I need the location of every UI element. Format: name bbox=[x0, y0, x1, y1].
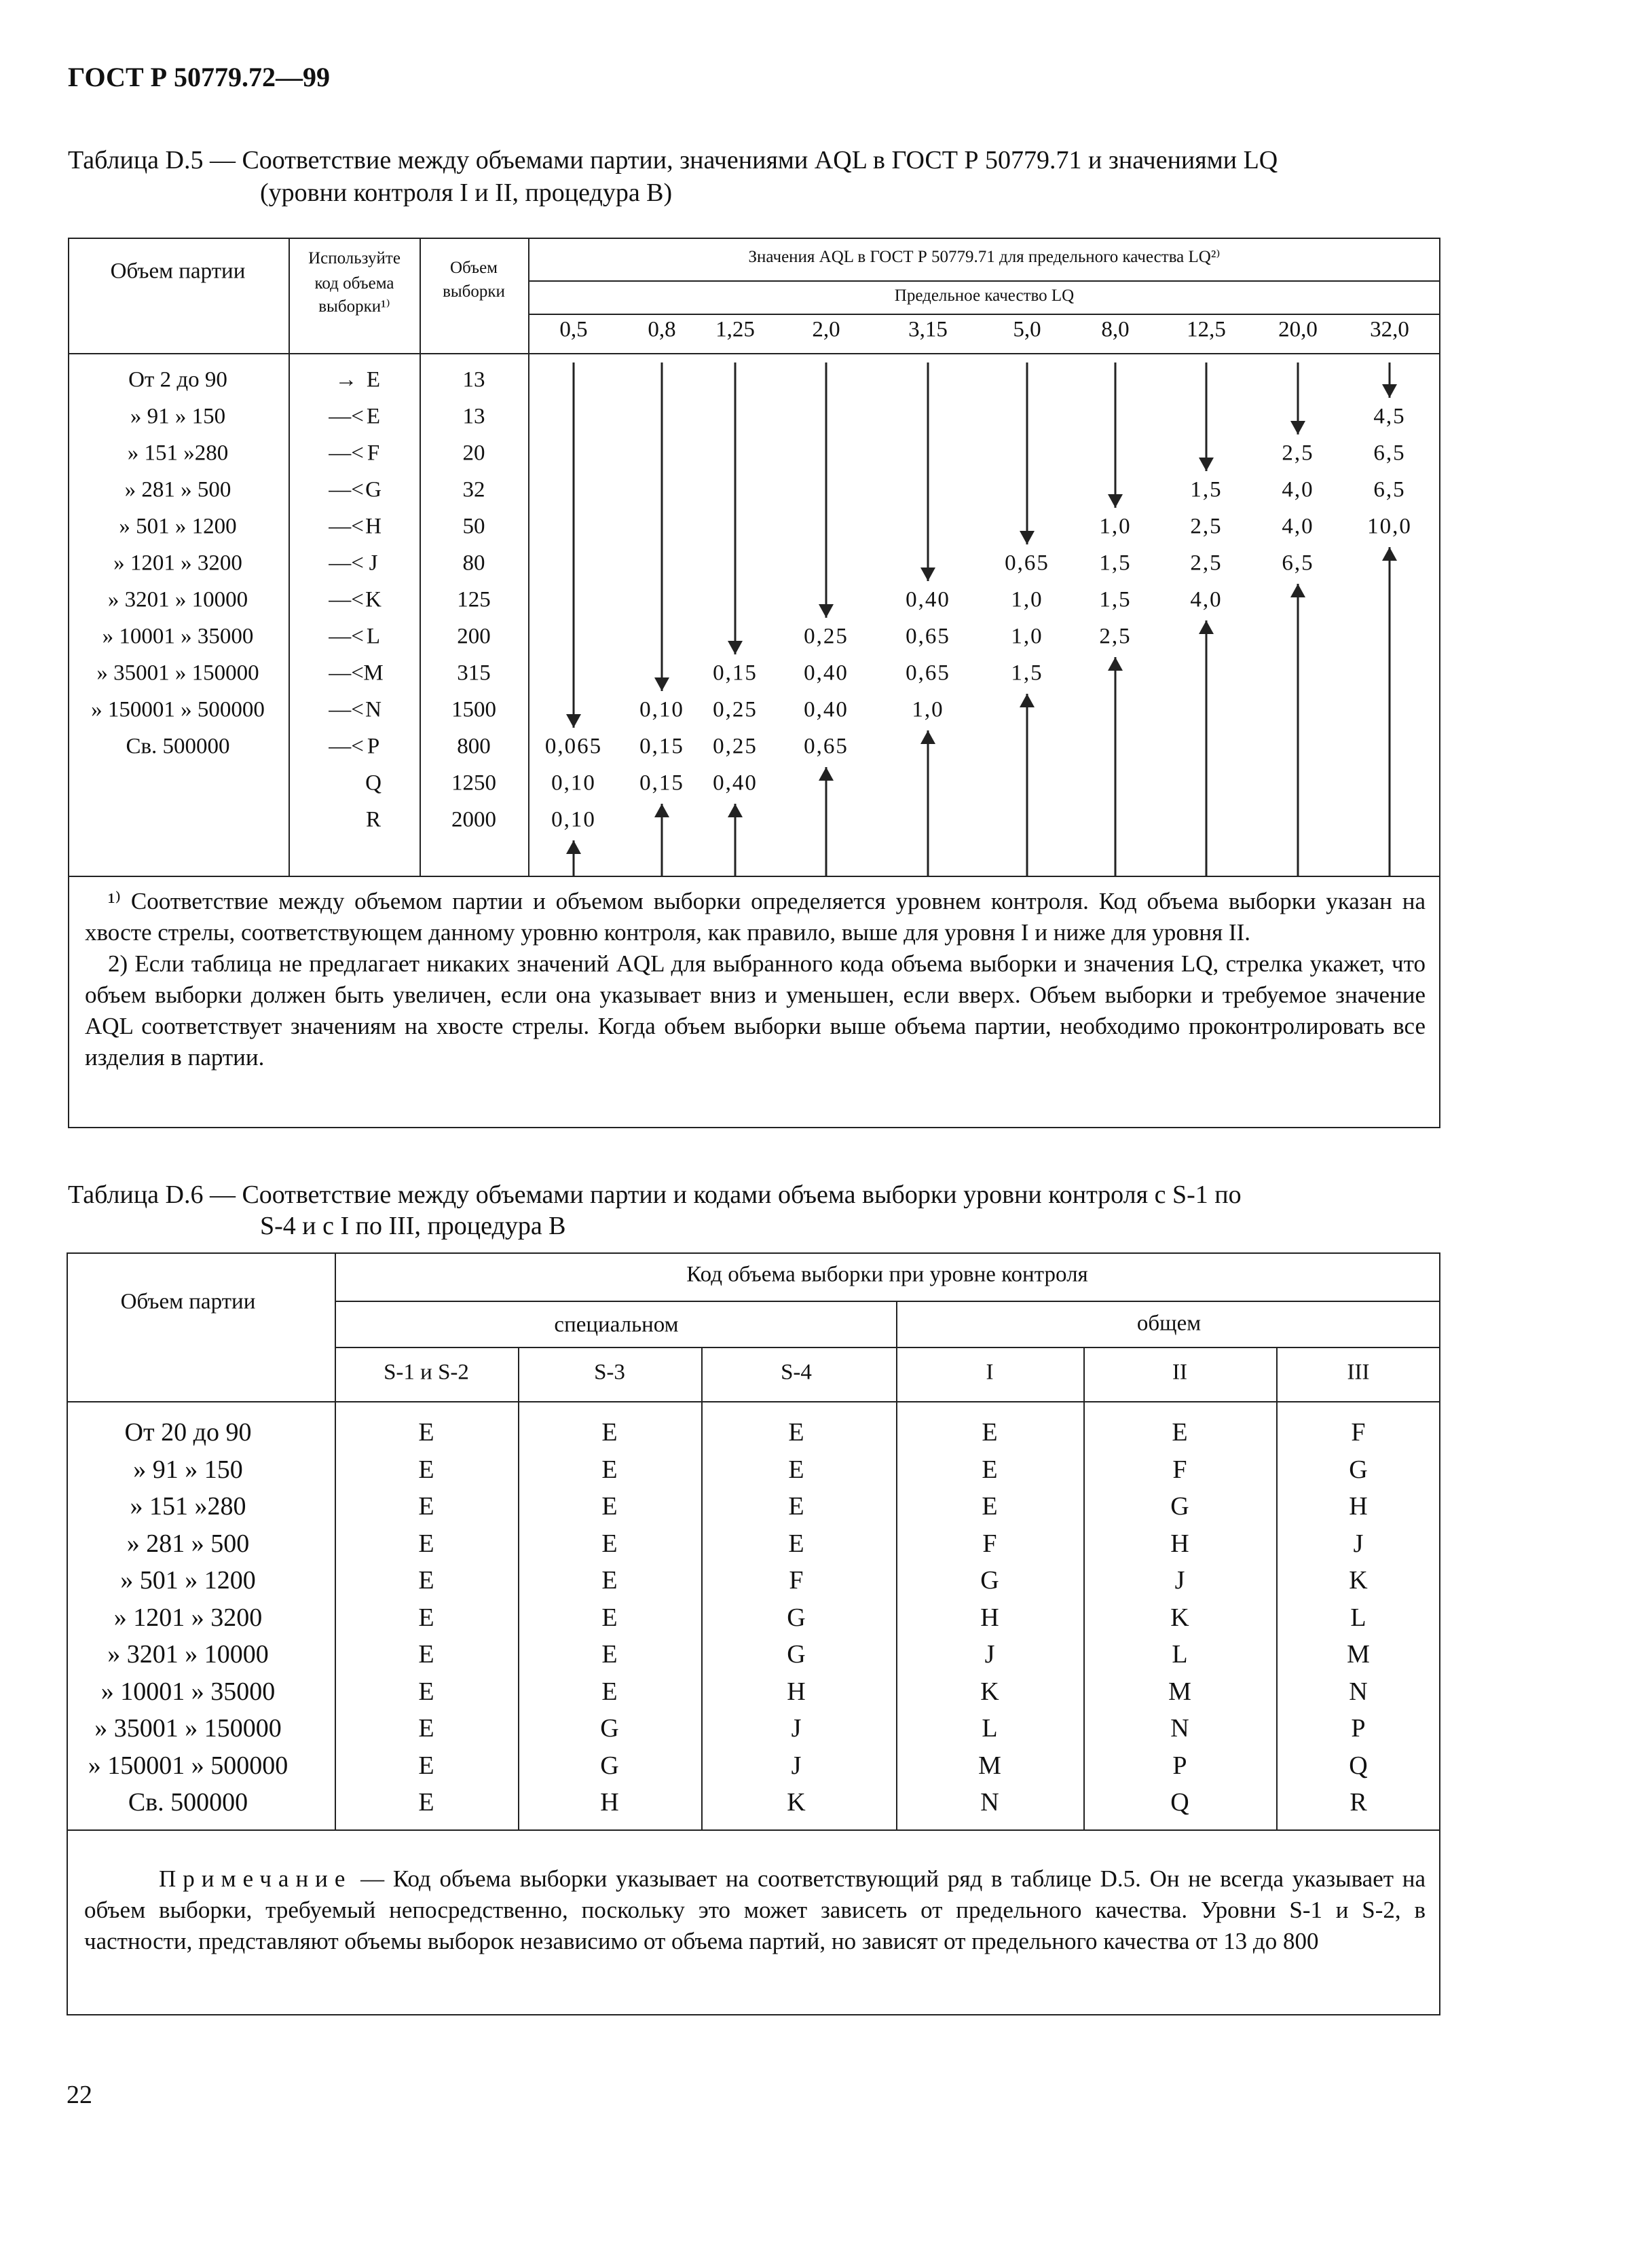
d6-code-cell: E bbox=[418, 1566, 434, 1595]
lq-value: 8,0 bbox=[1101, 317, 1130, 342]
d6-code-cell: E bbox=[982, 1455, 998, 1484]
d6-lot-cell: » 10001 » 35000 bbox=[100, 1677, 276, 1706]
d6-code-cell: E bbox=[418, 1751, 434, 1780]
aql-value-cell: 0,10 bbox=[639, 697, 684, 722]
arrow-up-icon bbox=[728, 804, 743, 817]
arrow-tail-icon: —< bbox=[329, 404, 364, 429]
d6-code-cell: J bbox=[1174, 1566, 1185, 1595]
aql-value-cell: 1,0 bbox=[1011, 587, 1043, 612]
d6-code-cell: H bbox=[1170, 1529, 1189, 1558]
d6-code-cell: E bbox=[418, 1603, 434, 1632]
d6-code-cell: M bbox=[1168, 1677, 1191, 1706]
use-code-header-line3: выборки¹⁾ bbox=[318, 297, 390, 316]
sample-code-cell: N bbox=[365, 697, 381, 722]
lot-size-cell: » 10001 » 35000 bbox=[102, 624, 254, 649]
sample-code-cell: H bbox=[365, 514, 381, 539]
d6-code-cell: M bbox=[1347, 1640, 1370, 1669]
table-d6-caption-line1: Таблица D.6 — Соответствие между объемами партии и кодами объема выборки уровни контроля с S-1 по bbox=[68, 1181, 1242, 1209]
sample-code-cell: R bbox=[365, 807, 381, 832]
d6-code-cell: G bbox=[600, 1714, 619, 1743]
d6-code-cell: E bbox=[601, 1640, 618, 1669]
aql-value-cell: 0,10 bbox=[551, 770, 596, 796]
arrow-down-icon bbox=[1199, 458, 1214, 471]
d6-code-cell: N bbox=[980, 1788, 999, 1817]
arrow-tail-icon: —< bbox=[329, 697, 364, 722]
d6-level-header: S-3 bbox=[594, 1360, 625, 1385]
d6-code-cell: P bbox=[1172, 1751, 1187, 1780]
arrow-up-icon bbox=[1108, 657, 1123, 671]
aql-value-cell: 0,40 bbox=[713, 770, 758, 796]
aql-value-cell: 1,5 bbox=[1099, 587, 1132, 612]
d6-code-cell: G bbox=[787, 1603, 806, 1632]
aql-value-cell: 2,5 bbox=[1190, 514, 1223, 539]
table-d6-col-divider bbox=[1276, 1347, 1278, 1829]
lot-size-cell: » 150001 » 500000 bbox=[91, 697, 265, 722]
arrow-tail-icon: —< bbox=[329, 661, 364, 686]
aql-value-cell: 0,40 bbox=[906, 587, 950, 612]
lq-value: 0,5 bbox=[559, 317, 588, 342]
d6-code-cell: H bbox=[1349, 1492, 1368, 1521]
d6-code-cell: N bbox=[1170, 1714, 1189, 1743]
d6-level-header: I bbox=[986, 1360, 994, 1385]
d6-lot-cell: От 20 до 90 bbox=[124, 1418, 252, 1447]
sample-size-cell: 13 bbox=[462, 367, 485, 392]
sample-code-cell: E bbox=[366, 367, 381, 392]
aql-value-cell: 0,15 bbox=[639, 734, 684, 759]
sample-code-cell: M bbox=[363, 661, 384, 686]
aql-value-cell: 4,0 bbox=[1282, 477, 1314, 502]
arrow-up-icon bbox=[819, 767, 834, 781]
d6-code-cell: H bbox=[600, 1788, 619, 1817]
sample-code-cell: G bbox=[365, 477, 381, 502]
lot-size-header: Объем партии bbox=[110, 259, 246, 284]
arrow-up-icon bbox=[920, 730, 935, 744]
arrow-tail-icon: —< bbox=[329, 441, 364, 466]
arrow-tail-icon: —< bbox=[329, 551, 364, 576]
d6-code-cell: Q bbox=[1349, 1751, 1368, 1780]
aql-value-cell: 1,5 bbox=[1099, 551, 1132, 576]
arrow-down-icon bbox=[1382, 384, 1397, 398]
table-d6-caption-line2: S-4 и с I по III, процедура В bbox=[260, 1212, 566, 1240]
arrow-tail-icon: —< bbox=[329, 514, 364, 539]
aql-value-cell: 4,5 bbox=[1373, 404, 1406, 429]
d6-code-cell: E bbox=[1172, 1418, 1188, 1447]
d6-lot-header: Объем партии bbox=[120, 1289, 256, 1314]
d6-code-cell: E bbox=[601, 1455, 618, 1484]
lot-size-cell: От 2 до 90 bbox=[128, 367, 227, 392]
table-d6-note-divider bbox=[67, 1829, 1440, 1831]
d6-code-cell: E bbox=[418, 1714, 434, 1743]
d6-code-cell: E bbox=[601, 1603, 618, 1632]
d6-code-cell: E bbox=[601, 1529, 618, 1558]
sample-size-cell: 800 bbox=[457, 734, 491, 759]
d6-code-cell: J bbox=[791, 1751, 802, 1780]
use-code-header-line1: Используйте bbox=[308, 249, 401, 267]
lot-size-cell: » 3201 » 10000 bbox=[107, 587, 248, 612]
table-d6-col-divider bbox=[896, 1301, 897, 1829]
aql-value-cell: 0,10 bbox=[551, 807, 596, 832]
d6-code-cell: E bbox=[418, 1788, 434, 1817]
arrow-down-icon bbox=[728, 641, 743, 654]
sample-size-cell: 1250 bbox=[451, 770, 496, 796]
aql-value-cell: 4,0 bbox=[1282, 514, 1314, 539]
sample-size-cell: 315 bbox=[457, 661, 491, 686]
d6-code-cell: E bbox=[788, 1455, 804, 1484]
d6-level-header: II bbox=[1172, 1360, 1187, 1385]
d6-group-header: Код объема выборки при уровне контроля bbox=[686, 1262, 1088, 1287]
arrow-up-icon bbox=[566, 840, 581, 854]
lq-value: 12,5 bbox=[1187, 317, 1226, 342]
arrow-down-icon bbox=[819, 604, 834, 618]
arrow-up-icon bbox=[1382, 547, 1397, 561]
arrow-tail-icon: —< bbox=[329, 587, 364, 612]
d6-code-cell: N bbox=[1349, 1677, 1368, 1706]
d6-lot-cell: » 91 » 150 bbox=[133, 1455, 243, 1484]
aql-value-cell: 0,65 bbox=[906, 661, 950, 686]
aql-value-cell: 1,0 bbox=[912, 697, 944, 722]
sample-size-cell: 13 bbox=[462, 404, 485, 429]
footnote-1: ¹⁾ Соответствие между объемом партии и объемом выборки определяется уровнем контроля. Код объема выборки указан на хвосте стрелы, соответствующем данному уровню контроля, как правило, выше для уровня I и ниже для уровня II. bbox=[85, 888, 1426, 946]
lq-group-header: Предельное качество LQ bbox=[894, 286, 1075, 305]
d6-code-cell: H bbox=[787, 1677, 806, 1706]
d6-code-cell: E bbox=[418, 1455, 434, 1484]
d6-code-cell: E bbox=[601, 1566, 618, 1595]
table-d6-header-divider bbox=[67, 1401, 1440, 1402]
table-d6-note bbox=[84, 1863, 1426, 1957]
d6-lot-cell: Св. 500000 bbox=[128, 1788, 248, 1817]
lq-value: 32,0 bbox=[1370, 317, 1409, 342]
sample-code-cell: E bbox=[366, 404, 381, 429]
lq-value: 3,15 bbox=[908, 317, 948, 342]
aql-value-cell: 0,15 bbox=[713, 661, 758, 686]
aql-value-cell: 6,5 bbox=[1373, 477, 1406, 502]
arrow-down-icon bbox=[920, 568, 935, 581]
lq-value: 2,0 bbox=[812, 317, 840, 342]
d6-code-cell: Q bbox=[1170, 1788, 1189, 1817]
table-d6-col-divider bbox=[518, 1347, 519, 1829]
d6-code-cell: E bbox=[788, 1492, 804, 1521]
lot-size-cell: » 91 » 150 bbox=[130, 404, 226, 429]
arrow-tail-icon: —< bbox=[329, 477, 364, 502]
arrow-down-icon bbox=[566, 714, 581, 728]
d6-code-cell: E bbox=[418, 1418, 434, 1447]
note-label: Примечание bbox=[159, 1865, 352, 1892]
d6-code-cell: G bbox=[600, 1751, 619, 1780]
d6-code-cell: L bbox=[1350, 1603, 1366, 1632]
page-number: 22 bbox=[67, 2081, 92, 2109]
aql-value-cell: 0,65 bbox=[1005, 551, 1049, 576]
sample-code-cell: J bbox=[369, 551, 378, 576]
arrow-down-icon bbox=[1020, 531, 1035, 544]
aql-value-cell: 10,0 bbox=[1367, 514, 1412, 539]
table-d5-footnotes bbox=[85, 886, 1426, 1073]
d6-code-cell: P bbox=[1351, 1714, 1366, 1743]
aql-value-cell: 0,065 bbox=[544, 734, 603, 759]
d6-lot-cell: » 3201 » 10000 bbox=[107, 1640, 269, 1669]
d6-code-cell: K bbox=[1170, 1603, 1189, 1632]
d6-code-cell: E bbox=[601, 1418, 618, 1447]
aql-value-cell: 0,25 bbox=[804, 624, 849, 649]
arrow-down-icon bbox=[654, 677, 669, 691]
d6-code-cell: K bbox=[1349, 1566, 1368, 1595]
sample-size-cell: 1500 bbox=[451, 697, 496, 722]
lot-size-cell: Св. 500000 bbox=[126, 734, 230, 759]
d6-code-cell: E bbox=[982, 1418, 998, 1447]
aql-value-cell: 0,25 bbox=[713, 734, 758, 759]
aql-value-cell: 2,5 bbox=[1282, 441, 1314, 466]
aql-value-cell: 0,25 bbox=[713, 697, 758, 722]
table-d5-caption-line2: (уровни контроля I и II, процедура В) bbox=[260, 179, 673, 207]
aql-value-cell: 1,5 bbox=[1190, 477, 1223, 502]
arrow-down-icon bbox=[1108, 494, 1123, 508]
arrow-tail-icon: → bbox=[335, 367, 358, 392]
lq-value: 5,0 bbox=[1013, 317, 1041, 342]
table-d6-divider bbox=[335, 1301, 1440, 1302]
use-code-header-line2: код объема bbox=[314, 274, 394, 293]
d6-lot-cell: » 501 » 1200 bbox=[120, 1566, 256, 1595]
sample-code-cell: L bbox=[366, 624, 381, 649]
lot-size-cell: » 1201 » 3200 bbox=[113, 551, 242, 576]
lot-size-cell: » 501 » 1200 bbox=[119, 514, 237, 539]
aql-value-cell: 2,5 bbox=[1099, 624, 1132, 649]
document-code: ГОСТ Р 50779.72—99 bbox=[68, 62, 331, 92]
sample-size-cell: 20 bbox=[462, 441, 485, 466]
aql-value-cell: 1,0 bbox=[1099, 514, 1132, 539]
table-d6-divider bbox=[335, 1347, 1440, 1348]
d6-level-header: S-1 и S-2 bbox=[384, 1360, 469, 1385]
d6-code-cell: E bbox=[788, 1418, 804, 1447]
aql-value-cell: 0,65 bbox=[804, 734, 849, 759]
d6-code-cell: E bbox=[982, 1492, 998, 1521]
d6-code-cell: K bbox=[787, 1788, 806, 1817]
lq-value: 1,25 bbox=[715, 317, 755, 342]
table-d5-caption-line1: Таблица D.5 — Соответствие между объемами партии, значениями AQL в ГОСТ Р 50779.71 и значениями LQ bbox=[68, 146, 1278, 174]
sample-code-cell: K bbox=[365, 587, 381, 612]
sample-size-cell: 2000 bbox=[451, 807, 496, 832]
aql-value-cell: 0,15 bbox=[639, 770, 684, 796]
d6-code-cell: R bbox=[1350, 1788, 1367, 1817]
lq-value: 0,8 bbox=[648, 317, 676, 342]
table-d6-col-divider bbox=[1083, 1347, 1085, 1829]
aql-group-header: Значения AQL в ГОСТ Р 50779.71 для предельного качества LQ²⁾ bbox=[748, 248, 1221, 266]
d6-code-cell: L bbox=[982, 1714, 998, 1743]
lot-size-cell: » 151 »280 bbox=[127, 441, 229, 466]
arrow-tail-icon: —< bbox=[329, 624, 364, 649]
sample-size-cell: 200 bbox=[457, 624, 491, 649]
d6-lot-cell: » 1201 » 3200 bbox=[113, 1603, 263, 1632]
d6-code-cell: L bbox=[1172, 1640, 1188, 1669]
sample-size-cell: 125 bbox=[457, 587, 491, 612]
d6-code-cell: G bbox=[787, 1640, 806, 1669]
table-d6-col-divider bbox=[335, 1252, 336, 1829]
d6-code-cell: F bbox=[1351, 1418, 1366, 1447]
aql-value-cell: 6,5 bbox=[1373, 441, 1406, 466]
sample-size-cell: 80 bbox=[462, 551, 485, 576]
sample-size-cell: 50 bbox=[462, 514, 485, 539]
aql-value-cell: 1,5 bbox=[1011, 661, 1043, 686]
d6-code-cell: E bbox=[601, 1492, 618, 1521]
arrow-up-icon bbox=[654, 804, 669, 817]
d6-code-cell: G bbox=[1170, 1492, 1189, 1521]
d6-code-cell: J bbox=[984, 1640, 995, 1669]
d6-code-cell: F bbox=[1172, 1455, 1187, 1484]
arrow-down-icon bbox=[1290, 421, 1305, 434]
d6-code-cell: E bbox=[418, 1640, 434, 1669]
arrow-tail-icon: —< bbox=[329, 734, 364, 759]
sample-size-cell: 32 bbox=[462, 477, 485, 502]
arrow-up-icon bbox=[1199, 620, 1214, 634]
aql-value-cell: 0,65 bbox=[906, 624, 950, 649]
lq-value: 20,0 bbox=[1278, 317, 1318, 342]
sample-code-cell: P bbox=[367, 734, 380, 759]
d6-lot-cell: » 35001 » 150000 bbox=[94, 1714, 282, 1743]
d6-code-cell: F bbox=[789, 1566, 804, 1595]
d6-code-cell: E bbox=[418, 1677, 434, 1706]
sample-size-header-line1: Объем bbox=[450, 259, 498, 277]
d6-code-cell: J bbox=[791, 1714, 802, 1743]
table-d6-col-divider bbox=[701, 1347, 703, 1829]
note-text: — Код объема выборки указывает на соответствующий ряд в таблице D.5. Он не всегда указывает на объем выборки, требуемый непосредственно, поскольку это может зависеть от предельного качества. Уровни S-1 и S-2, в частности, представляют объемы выборок независимо от объема партий, но зависят от предельного качества от 13 до 800 bbox=[84, 1865, 1426, 1954]
d6-lot-cell: » 150001 » 500000 bbox=[88, 1751, 288, 1780]
d6-level-header: III bbox=[1347, 1360, 1370, 1385]
aql-value-cell: 4,0 bbox=[1190, 587, 1223, 612]
lot-size-cell: » 35001 » 150000 bbox=[96, 661, 259, 686]
d6-general-header: общем bbox=[1136, 1311, 1202, 1336]
arrow-up-icon bbox=[1020, 694, 1035, 707]
d6-lot-cell: » 151 »280 bbox=[130, 1492, 246, 1521]
d6-level-header: S-4 bbox=[781, 1360, 812, 1385]
aql-value-cell: 0,40 bbox=[804, 661, 849, 686]
d6-code-cell: G bbox=[980, 1566, 999, 1595]
d6-code-cell: F bbox=[982, 1529, 997, 1558]
d6-lot-cell: » 281 » 500 bbox=[126, 1529, 250, 1558]
aql-value-cell: 1,0 bbox=[1011, 624, 1043, 649]
d6-code-cell: J bbox=[1353, 1529, 1364, 1558]
aql-value-cell: 6,5 bbox=[1282, 551, 1314, 576]
arrow-up-icon bbox=[1290, 584, 1305, 597]
d6-code-cell: E bbox=[418, 1492, 434, 1521]
d6-code-cell: E bbox=[418, 1529, 434, 1558]
sample-code-cell: Q bbox=[365, 770, 381, 796]
d6-code-cell: E bbox=[601, 1677, 618, 1706]
d6-code-cell: G bbox=[1349, 1455, 1368, 1484]
d6-code-cell: M bbox=[978, 1751, 1001, 1780]
d6-code-cell: K bbox=[980, 1677, 999, 1706]
sample-code-cell: F bbox=[367, 441, 380, 466]
footnote-2: 2) Если таблица не предлагает никаких значений AQL для выбранного кода объема выборки и значения LQ, стрелка укажет, что объем выборки должен быть увеличен, если она указывает вниз и уменьшен, если вверх. Объем выборки и требуемое значение AQL соответствует значениям на хвосте стрелы. Когда объем выборки выше объема партии, необходимо проконтролировать все изделия в партии. bbox=[85, 950, 1426, 1071]
lot-size-cell: » 281 » 500 bbox=[124, 477, 231, 502]
aql-value-cell: 0,40 bbox=[804, 697, 849, 722]
d6-special-header: специальном bbox=[554, 1312, 679, 1337]
d6-code-cell: H bbox=[980, 1603, 999, 1632]
aql-value-cell: 2,5 bbox=[1190, 551, 1223, 576]
d6-code-cell: E bbox=[788, 1529, 804, 1558]
sample-size-header-line2: выборки bbox=[443, 282, 505, 301]
